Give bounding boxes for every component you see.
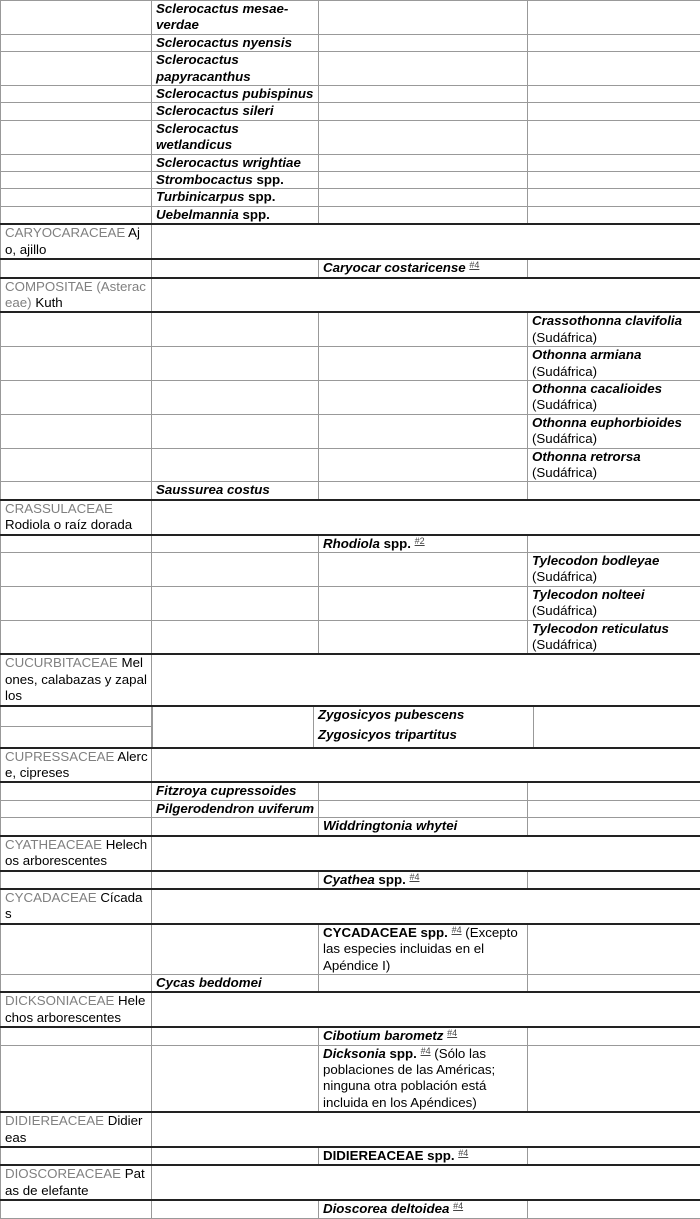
family-cell	[1, 52, 152, 86]
family-cell	[1, 482, 152, 500]
appendix-ii-cell	[319, 535, 528, 553]
table-row	[1, 818, 700, 836]
appendix-iii-cell	[528, 818, 700, 836]
appendix-ii-cell	[319, 482, 528, 500]
family-common-name: Rodiola o raíz dorada	[5, 517, 132, 532]
appendix-ii-cell	[319, 782, 528, 800]
family-cell	[1, 103, 152, 120]
appendix-i-cell	[152, 482, 319, 500]
family-name: CUCURBITACEAE	[5, 655, 118, 670]
appendix-iii-cell	[528, 1147, 700, 1165]
family-name: COMPOSITAE (Asteraceae)	[5, 279, 146, 310]
appendix-iii-cell	[528, 103, 700, 120]
family-spacer-cell	[152, 654, 700, 705]
table-row	[1, 120, 700, 154]
table-row	[1, 553, 700, 587]
family-common-name: Ajo, ajillo	[5, 225, 140, 256]
table-row	[153, 707, 700, 727]
family-cell	[1, 120, 152, 154]
species-text: Crassothonna clavifolia	[532, 313, 682, 328]
table-row	[1, 1200, 700, 1218]
species-text: spp.	[253, 172, 284, 187]
family-cell	[1, 748, 152, 783]
appendix-i-cell	[152, 800, 319, 817]
annotation-link[interactable]: #4	[409, 872, 419, 882]
family-row	[1, 992, 700, 1027]
table-row	[1, 482, 700, 500]
table-row	[1, 782, 700, 800]
appendix-iii-cell	[528, 52, 700, 86]
family-name: CUPRESSACEAE	[5, 749, 114, 764]
appendix-ii-cell	[319, 974, 528, 992]
table-row	[1, 1, 700, 35]
appendix-i-cell	[152, 1027, 319, 1045]
annotation-link[interactable]: #4	[452, 925, 462, 935]
family-common-name: Didiereas	[5, 1113, 142, 1144]
family-cell	[1, 706, 152, 727]
appendix-i-cell	[152, 52, 319, 86]
species-text: DIDIEREACEAE spp.	[323, 1148, 455, 1163]
appendix-iii-cell	[528, 414, 700, 448]
species-text: spp.	[375, 872, 406, 887]
appendix-iii-cell	[528, 120, 700, 154]
species-text: Widdringtonia whytei	[323, 818, 457, 833]
table-row	[1, 52, 700, 86]
appendix-iii-cell	[528, 620, 700, 654]
family-cell	[1, 278, 152, 313]
appendix-i-cell	[152, 414, 319, 448]
family-cell	[1, 347, 152, 381]
appendix-ii-cell	[319, 86, 528, 103]
family-cell	[1, 500, 152, 535]
family-cell	[1, 206, 152, 224]
family-common-name: Alerce, cipreses	[5, 749, 148, 780]
species-text: Tylecodon nolteei	[532, 587, 645, 602]
species-text: Zygosicyos tripartitus	[318, 727, 457, 742]
family-cell	[1, 34, 152, 51]
appendix-i-cell	[152, 620, 319, 654]
table-row	[1, 620, 700, 654]
table-row	[1, 1045, 700, 1112]
appendix-ii-cell	[319, 52, 528, 86]
family-row	[1, 278, 700, 313]
appendix-iii-cell	[528, 1200, 700, 1218]
species-text	[448, 925, 452, 940]
species-text: (Sudáfrica)	[532, 397, 597, 412]
family-row	[1, 1112, 700, 1147]
species-text: Othonna retrorsa	[532, 449, 641, 464]
table-row	[1, 706, 700, 727]
appendix-i-cell	[153, 727, 314, 747]
table-row	[1, 347, 700, 381]
family-cell	[1, 224, 152, 259]
family-name: DICKSONIACEAE	[5, 993, 114, 1008]
family-cell	[1, 553, 152, 587]
family-cell	[1, 154, 152, 171]
inner-table	[152, 707, 700, 727]
family-name: DIOSCOREACEAE	[5, 1166, 121, 1181]
appendix-i-cell	[152, 86, 319, 103]
appendix-ii-cell	[319, 414, 528, 448]
appendix-i-cell	[152, 1, 319, 35]
table-row	[1, 414, 700, 448]
species-text: Saussurea costus	[156, 482, 270, 497]
appendix-i-cell	[152, 380, 319, 414]
appendix-ii-cell	[319, 818, 528, 836]
species-text: Rhodiola	[323, 536, 380, 551]
table-row	[1, 535, 700, 553]
family-cell	[1, 414, 152, 448]
appendix-i-cell	[152, 120, 319, 154]
species-text: (Sudáfrica)	[532, 431, 597, 446]
appendix-ii-cell	[319, 103, 528, 120]
species-text: Sclerocactus sileri	[156, 103, 274, 118]
family-spacer-cell	[152, 1165, 700, 1200]
appendix-i-cell	[152, 189, 319, 206]
appendix-ii-cell	[319, 1147, 528, 1165]
family-cell	[1, 654, 152, 705]
appendix-ii-cell	[319, 1027, 528, 1045]
appendix-iii-cell	[528, 259, 700, 277]
inner-table	[152, 727, 700, 747]
species-text: Sclerocactus nyensis	[156, 35, 292, 50]
annotation-link[interactable]: #4	[458, 1148, 468, 1158]
species-text: (Sudáfrica)	[532, 364, 597, 379]
species-text: Turbinicarpus	[156, 189, 244, 204]
family-cell	[1, 172, 152, 189]
family-spacer-cell	[152, 992, 700, 1027]
table-row	[1, 586, 700, 620]
appendix-iii-cell	[528, 189, 700, 206]
table-row	[1, 871, 700, 889]
appendix-ii-cell	[319, 172, 528, 189]
species-text: Dicksonia	[323, 1046, 386, 1061]
family-row	[1, 654, 700, 705]
species-text: Othonna cacalioides	[532, 381, 662, 396]
family-cell	[1, 924, 152, 975]
annotation-link[interactable]: #2	[415, 536, 425, 546]
appendix-iii-cell	[528, 924, 700, 975]
species-text: Cibotium barometz	[323, 1028, 443, 1043]
species-text: Tylecodon reticulatus	[532, 621, 669, 636]
table-row	[1, 1027, 700, 1045]
family-cell	[1, 586, 152, 620]
species-text: Pilgerodendron uviferum	[156, 801, 314, 816]
appendix-iii-cell	[528, 586, 700, 620]
appendix-cells-group	[152, 727, 700, 748]
family-name: CARYOCARACEAE	[5, 225, 125, 240]
appendix-i-cell	[152, 312, 319, 346]
table-body	[1, 1, 700, 1219]
family-cell	[1, 189, 152, 206]
species-text: (Sudáfrica)	[532, 603, 597, 618]
appendix-iii-cell	[528, 1, 700, 35]
species-text: (Sudáfrica)	[532, 569, 597, 584]
species-text: Sclerocactus mesae-verdae	[156, 1, 288, 32]
appendix-ii-cell	[319, 553, 528, 587]
family-row	[1, 1165, 700, 1200]
table-row	[153, 727, 700, 747]
appendix-ii-cell	[319, 620, 528, 654]
species-text: Fitzroya cupressoides	[156, 783, 296, 798]
appendix-i-cell	[152, 535, 319, 553]
family-cell	[1, 1112, 152, 1147]
appendix-iii-cell	[528, 974, 700, 992]
family-row	[1, 748, 700, 783]
appendix-iii-cell	[528, 86, 700, 103]
appendix-ii-cell	[319, 1, 528, 35]
appendix-iii-cell	[528, 871, 700, 889]
appendix-ii-cell	[319, 800, 528, 817]
annotation-link[interactable]: #4	[469, 260, 479, 270]
appendix-ii-cell	[319, 1200, 528, 1218]
table-row	[1, 172, 700, 189]
appendix-iii-cell	[528, 1027, 700, 1045]
family-spacer-cell	[152, 1112, 700, 1147]
family-name: CYATHEACEAE	[5, 837, 102, 852]
family-cell	[1, 1165, 152, 1200]
table-row	[1, 380, 700, 414]
appendix-i-cell	[152, 782, 319, 800]
appendix-i-cell	[152, 924, 319, 975]
table-row	[1, 974, 700, 992]
table-row	[1, 189, 700, 206]
family-cell	[1, 800, 152, 817]
appendix-i-cell	[152, 206, 319, 224]
appendix-i-cell	[152, 347, 319, 381]
species-text: Dioscorea deltoidea	[323, 1201, 449, 1216]
table-row	[1, 154, 700, 171]
family-spacer-cell	[152, 889, 700, 924]
species-text: Strombocactus	[156, 172, 253, 187]
family-spacer-cell	[152, 500, 700, 535]
species-text	[417, 1046, 421, 1061]
species-text: Caryocar costaricense	[323, 260, 466, 275]
family-cell	[1, 727, 152, 748]
appendix-i-cell	[152, 871, 319, 889]
family-cell	[1, 1200, 152, 1218]
family-cell	[1, 1, 152, 35]
table-row	[1, 312, 700, 346]
appendix-ii-cell	[319, 448, 528, 482]
appendix-iii-cell	[528, 206, 700, 224]
family-name: CRASSULACEAE	[5, 501, 113, 516]
family-common-name: Helechos arborescentes	[5, 837, 147, 868]
family-cell	[1, 889, 152, 924]
family-cell	[1, 974, 152, 992]
appendix-i-cell	[152, 818, 319, 836]
table-row	[1, 259, 700, 277]
family-cell	[1, 620, 152, 654]
annotation-link[interactable]: #4	[453, 1201, 463, 1211]
appendix-ii-cell	[319, 259, 528, 277]
species-text: (Sólo las poblaciones de las Américas; ninguna otra población está incluida en los Apéndices)	[323, 1046, 495, 1110]
table-row	[1, 86, 700, 103]
family-row	[1, 836, 700, 871]
family-row	[1, 889, 700, 924]
appendix-iii-cell	[528, 800, 700, 817]
family-cell	[1, 818, 152, 836]
family-common-name: Melones, calabazas y zapallos	[5, 655, 147, 703]
family-cell	[1, 782, 152, 800]
species-text: Othonna armiana	[532, 347, 641, 362]
species-text: Tylecodon bodleyae	[532, 553, 659, 568]
appendix-i-cell	[152, 103, 319, 120]
table-row	[1, 448, 700, 482]
appendix-iii-cell	[534, 707, 700, 727]
family-spacer-cell	[152, 278, 700, 313]
species-text: Cycas beddomei	[156, 975, 262, 990]
appendix-ii-cell	[319, 312, 528, 346]
appendix-iii-cell	[528, 535, 700, 553]
species-text: Othonna euphorbioides	[532, 415, 682, 430]
family-common-name: Helechos arborescentes	[5, 993, 145, 1024]
table-row	[1, 1147, 700, 1165]
annotation-link[interactable]: #4	[421, 1046, 431, 1056]
table-row	[1, 924, 700, 975]
table-row	[1, 206, 700, 224]
family-cell	[1, 86, 152, 103]
family-cell	[1, 836, 152, 871]
family-cell	[1, 992, 152, 1027]
appendix-i-cell	[152, 586, 319, 620]
appendix-i-cell	[152, 1200, 319, 1218]
appendix-cells-group	[152, 706, 700, 727]
family-common-name: Cícadas	[5, 890, 142, 921]
species-text: (Excepto las especies incluidas en el Apéndice I)	[323, 925, 518, 973]
appendix-i-cell	[152, 974, 319, 992]
appendix-iii-cell	[528, 1045, 700, 1112]
appendix-ii-cell	[319, 34, 528, 51]
table-row	[1, 800, 700, 817]
appendix-ii-cell	[314, 727, 534, 747]
appendix-ii-cell	[319, 206, 528, 224]
family-spacer-cell	[152, 748, 700, 783]
species-text: Zygosicyos pubescens	[318, 707, 464, 722]
appendix-i-cell	[152, 259, 319, 277]
family-name: CYCADACEAE	[5, 890, 97, 905]
annotation-link[interactable]: #4	[447, 1028, 457, 1038]
appendix-ii-cell	[319, 347, 528, 381]
family-cell	[1, 1147, 152, 1165]
family-cell	[1, 312, 152, 346]
family-cell	[1, 1045, 152, 1112]
family-cell	[1, 259, 152, 277]
appendix-iii-cell	[528, 380, 700, 414]
family-cell	[1, 448, 152, 482]
family-name: DIDIEREACEAE	[5, 1113, 104, 1128]
appendix-iii-cell	[528, 482, 700, 500]
family-common-name: Patas de elefante	[5, 1166, 145, 1197]
family-cell	[1, 871, 152, 889]
appendix-i-cell	[152, 34, 319, 51]
appendix-iii-cell	[528, 347, 700, 381]
species-text: Sclerocactus papyracanthus	[156, 52, 251, 83]
family-cell	[1, 380, 152, 414]
species-text: CYCADACEAE spp.	[323, 925, 448, 940]
table-row	[1, 34, 700, 51]
appendix-iii-cell	[528, 34, 700, 51]
appendix-ii-cell	[319, 120, 528, 154]
appendix-iii-cell	[534, 727, 700, 747]
family-common-name: Kuth	[32, 295, 63, 310]
family-spacer-cell	[152, 836, 700, 871]
appendix-i-cell	[152, 1147, 319, 1165]
table-row	[1, 727, 700, 748]
appendix-iii-cell	[528, 172, 700, 189]
appendix-ii-cell	[314, 707, 534, 727]
appendix-iii-cell	[528, 448, 700, 482]
species-text: Cyathea	[323, 872, 375, 887]
species-text: Sclerocactus wetlandicus	[156, 121, 239, 152]
family-cell	[1, 535, 152, 553]
species-text: spp.	[386, 1046, 417, 1061]
appendix-ii-cell	[319, 924, 528, 975]
appendix-iii-cell	[528, 782, 700, 800]
species-text: (Sudáfrica)	[532, 637, 597, 652]
appendix-i-cell	[152, 553, 319, 587]
family-spacer-cell	[152, 224, 700, 259]
species-text: Sclerocactus wrightiae	[156, 155, 301, 170]
family-row	[1, 224, 700, 259]
appendix-iii-cell	[528, 312, 700, 346]
appendix-ii-cell	[319, 1045, 528, 1112]
appendix-i-cell	[152, 448, 319, 482]
appendix-i-cell	[152, 1045, 319, 1112]
species-text: Uebelmannia	[156, 207, 239, 222]
appendix-iii-cell	[528, 154, 700, 171]
appendix-iii-cell	[528, 553, 700, 587]
species-text: spp.	[244, 189, 275, 204]
appendix-i-cell	[152, 172, 319, 189]
species-text: spp.	[239, 207, 270, 222]
appendix-i-cell	[153, 707, 314, 727]
species-text: Sclerocactus pubispinus	[156, 86, 313, 101]
appendix-ii-cell	[319, 871, 528, 889]
appendix-ii-cell	[319, 586, 528, 620]
species-text: (Sudáfrica)	[532, 330, 597, 345]
family-cell	[1, 1027, 152, 1045]
family-row	[1, 500, 700, 535]
appendix-ii-cell	[319, 380, 528, 414]
species-text: (Sudáfrica)	[532, 465, 597, 480]
table-row	[1, 103, 700, 120]
species-text: spp.	[380, 536, 411, 551]
appendix-ii-cell	[319, 189, 528, 206]
appendix-ii-cell	[319, 154, 528, 171]
appendix-i-cell	[152, 154, 319, 171]
